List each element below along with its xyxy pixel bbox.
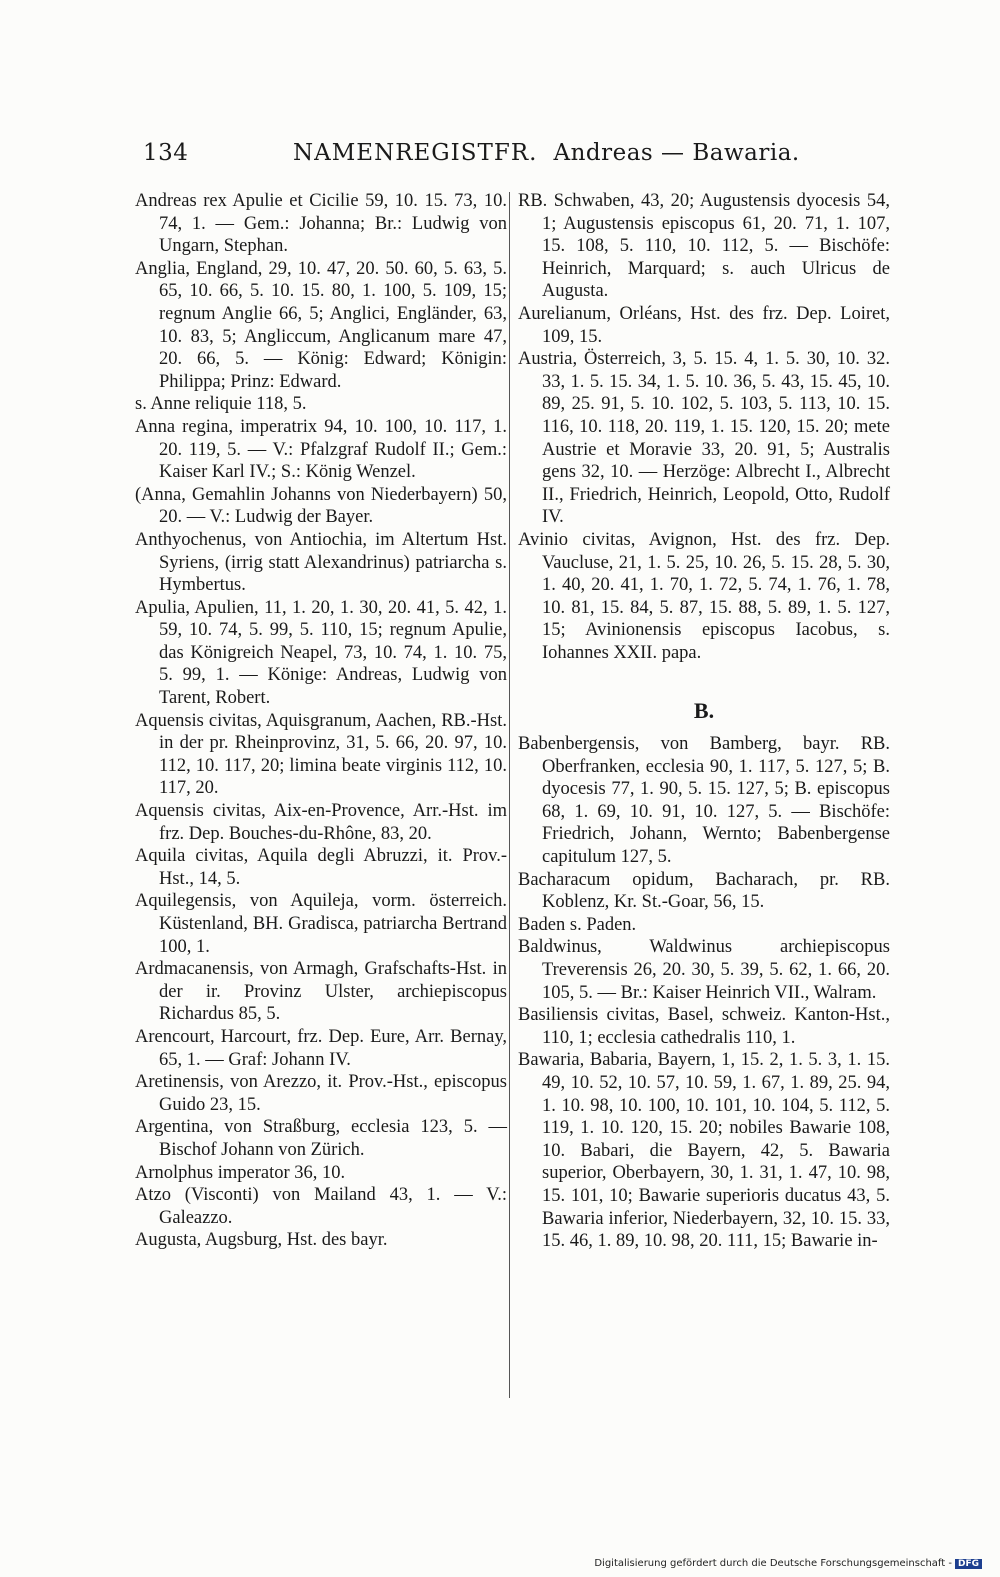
index-entry: Austria, Österreich, 3, 5. 15. 4, 1. 5. 30, 10. 32. 33, 1. 5. 15. 34, 1. 5. 10. 36, 5. 43, 15. 45, 10. 89, 25. 91, 5. 10. 102, 5. 103, 5. 113, 10. 15. 116, 10. 118, 20. 119, 1. 15. 120, 15. 20; mete Austrie et Moravie 33, 20. 91, 5; Australis gens 32, 10. — Herzöge: Albrecht I., Albrecht II., Friedrich, Heinrich, Leopold, Otto, Rudolf IV. — [518, 349, 890, 528]
index-entry: Bawaria, Babaria, Bayern, 1, 15. 2, 1. 5. 3, 1. 15. 49, 10. 52, 10. 57, 10. 59, 1. 67, 1. 89, 25. 94, 1. 10. 98, 10. 100, 10. 101, 10. 104, 5. 112, 5. 119, 1. 10. 120, 15. 20; nobiles Bawarie 108, 10. Babari, die Bayern, 42, 5. Bawaria superior, Oberbayern, 30, 1. 31, 1. 47, 10. 98, 15. 101, 10; Bawarie superioris ducatus 43, 5. Bawaria inferior, Niederbayern, 32, 10. 15. 33, 15. 46, 1. 89, 10. 98, 20. 111, 15; Bawarie in- — [518, 1050, 890, 1252]
left-column — [135, 190, 507, 1252]
index-entry: Atzo (Visconti) von Mailand 43, 1. — V.: Galeazzo. — [135, 1185, 507, 1228]
index-entry: Babenbergensis, von Bamberg, bayr. RB. Oberfranken, ecclesia 90, 1. 117, 5. 127, 5; B. dyocesis 77, 1. 90, 5. 15. 127, 5; B. episcopus 68, 1. 69, 10. 91, 10. 127, 5. — Bischöfe: Friedrich, Johann, Wernto; Babenbergense capitulum 127, 5. — [518, 734, 890, 868]
right-column — [518, 190, 890, 1253]
index-entry: Anthyochenus, von Antiochia, im Altertum Hst. Syriens, (irrig statt Alexandrinus) patriarcha s. Hymbertus. — [135, 529, 507, 596]
index-entry: Basiliensis civitas, Basel, schweiz. Kanton-Hst., 110, 1; ecclesia cathedralis 110, 1. — [518, 1005, 890, 1048]
running-header — [143, 140, 800, 166]
index-entry: Aquensis civitas, Aquisgranum, Aachen, RB.-Hst. in der pr. Rheinprovinz, 31, 5. 66, 20. 97, 10. 112, 10. 117, 20; limina beate virginis 112, 10. 117, 20. — [135, 710, 507, 799]
index-entry: Ardmacanensis, von Armagh, Grafschafts-Hst. in der ir. Provinz Ulster, archiepiscopus Richardus 85, 5. — [135, 959, 507, 1025]
index-entry: Arencourt, Harcourt, frz. Dep. Eure, Arr. Bernay, 65, 1. — Graf: Johann IV. — [135, 1026, 507, 1070]
section-letter-heading: B. — [693, 698, 715, 724]
entry-range: Andreas — Bawaria. — [553, 140, 800, 166]
index-entry: s. Anne reliquie 118, 5. — [135, 394, 307, 415]
index-entry: Arnolphus imperator 36, 10. — [135, 1162, 346, 1183]
index-entry: Anglia, England, 29, 10. 47, 20. 50. 60, 5. 63, 5. 65, 10. 66, 5. 10. 15. 80, 1. 100, 5. 109, 15; regnum Anglie 66, 5; Anglici, Engländer, 63, 10. 83, 5; Angliccum, Anglicanum mare 47, 20. 66, 5. — König: Edward; Königin: Philippa; Prinz: Edward. — [135, 258, 507, 392]
digitization-credit — [594, 1558, 982, 1569]
index-entry: Bacharacum opidum, Bacharach, pr. RB. Koblenz, Kr. St.-Goar, 56, 15. — [518, 869, 890, 913]
index-entry: Apulia, Apulien, 11, 1. 20, 1. 30, 20. 41, 5. 42, 1. 59, 10. 74, 5. 99, 5. 110, 15; regnum Apulie, das Königreich Neapel, 73, 10. 74, 1. 10. 75, 5. 99, 1. — Könige: Andreas, Ludwig von Tarent, Robert. — [135, 597, 507, 709]
index-entry: (Anna, Gemahlin Johanns von Niederbayern) 50, 20. — V.: Ludwig der Bayer. — [135, 484, 507, 528]
page-number: 134 — [143, 140, 189, 166]
index-entry: Aretinensis, von Arezzo, it. Prov.-Hst., episcopus Guido 23, 15. — [135, 1072, 507, 1115]
credit-text: Digitalisierung gefördert durch die Deutsche Forschungsgemeinschaft - — [594, 1558, 952, 1569]
index-entry: Baldwinus, Waldwinus archiepiscopus Treverensis 26, 20. 30, 5. 39, 5. 62, 1. 66, 20. 105, 5. — Br.: Kaiser Heinrich VII., Walram. — [518, 937, 890, 1003]
index-entry: RB. Schwaben, 43, 20; Augustensis dyocesis 54, 1; Augustensis episcopus 61, 20. 71, 1. 107, 15. 108, 5. 110, 10. 112, 5. — Bischöfe: Heinrich, Marquard; s. auch Ulricus de Augusta. — [518, 191, 890, 302]
index-entry: Andreas rex Apulie et Cicilie 59, 10. 15. 73, 10. 74, 1. — Gem.: Johanna; Br.: Ludwig von Ungarn, Stephan. — [135, 191, 507, 257]
index-entry: Augusta, Augsburg, Hst. des bayr. — [135, 1230, 388, 1251]
register-title: NAMENREGISTFR. — [293, 140, 538, 166]
index-entry: Aurelianum, Orléans, Hst. des frz. Dep. Loiret, 109, 15. — [518, 303, 890, 347]
index-entry: Argentina, von Straßburg, ecclesia 123, 5. — Bischof Johann von Zürich. — [135, 1117, 507, 1160]
index-entry: Aquilegensis, von Aquileja, vorm. österreich. Küstenland, BH. Gradisca, patriarcha Bertrand 100, 1. — [135, 891, 507, 957]
index-entry: Avinio civitas, Avignon, Hst. des frz. Dep. Vaucluse, 21, 1. 5. 25, 10. 26, 5. 15. 28, 5. 30, 1. 40, 20. 41, 1. 70, 1. 72, 5. 74, 1. 76, 1. 78, 10. 81, 15. 84, 5. 87, 15. 88, 5. 89, 1. 5. 127, 15; Avinionensis episcopus Iacobus, s. Iohannes XXII. papa. — [518, 529, 890, 663]
index-entry: Anna regina, imperatrix 94, 10. 100, 10. 117, 1. 20. 119, 5. — V.: Pfalzgraf Rudolf II.; Gem.: Kaiser Karl IV.; S.: König Wenzel. — [135, 416, 507, 483]
index-entry: Aquensis civitas, Aix-en-Provence, Arr.-Hst. im frz. Dep. Bouches-du-Rhône, 83, 20. — [135, 801, 507, 844]
index-entry: Aquila civitas, Aquila degli Abruzzi, it. Prov.-Hst., 14, 5. — [135, 846, 507, 889]
dfg-logo: DFG — [955, 1559, 982, 1569]
column-divider — [509, 192, 510, 1398]
index-entry: Baden s. Paden. — [518, 914, 637, 935]
